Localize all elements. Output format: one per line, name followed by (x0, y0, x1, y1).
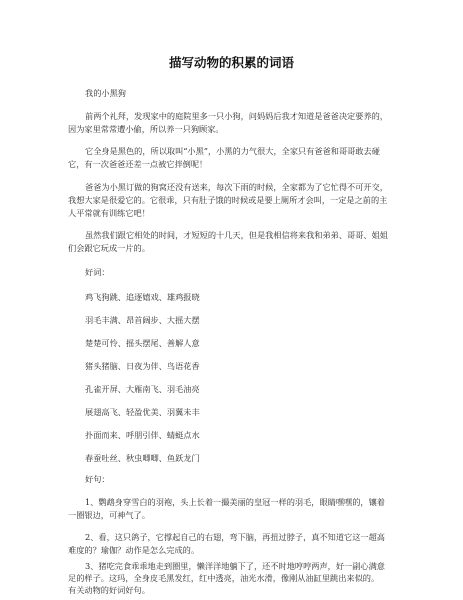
essay-subtitle: 我的小黑狗 (85, 88, 126, 98)
paragraph-2-line-2: 它，有一次爸爸还差一点被它拌倒呢！ (68, 159, 208, 169)
good-words-heading: 好词： (85, 267, 110, 277)
good-words-row: 展翅高飞、轻盈优美、羽翼未丰 (85, 407, 200, 417)
good-words-row: 猪头猪脑、日夜为伴、鸟语花香 (85, 361, 200, 371)
good-words-row: 楚楚可怜、摇头摆尾、善解人意 (85, 338, 200, 348)
sentence-2-line-2: 难度的？瑜伽？动作是怎么完成的。 (68, 545, 200, 555)
paragraph-1-line-2: 因为家里常常遭小偷，所以养一只狗顾家。 (68, 124, 224, 134)
good-words-row: 孔雀开屏、大雁南飞、羽毛油亮 (85, 384, 200, 394)
sentence-2-line-1: 2、看，这只鸽子，它撑起自己的右翅，弯下脑，再扭过脖子，真不知道它这一超高 (85, 532, 385, 542)
sentence-3-line-1: 3、猪吃完食乖乖地走到圈里，懒洋洋地躺下了，还不时地哼哼两声，好一副心满意 (85, 561, 385, 571)
paragraph-2-line-1: 它全身是黑色的，所以取叫“小黑”，小黑的力气很大，全家只有爸爸和哥哥敢去碰 (85, 146, 380, 156)
paragraph-3-line-3: 人平常就有训练它吧！ (68, 208, 150, 218)
good-words-row: 羽毛丰满、昂首阔步、大摇大摆 (85, 315, 200, 325)
good-sentences-heading: 好句： (85, 474, 110, 484)
paragraph-3-line-2: 我想大家是很爱它的。它很乖，只有肚子饿的时候或是要上厕所才会叫，一定是之前的主 (68, 195, 388, 205)
document-title: 描写动物的积累的词语 (168, 55, 294, 70)
good-words-row: 鸡飞狗跳、追逐嬉戏、雄鸡报晓 (85, 292, 200, 302)
good-words-row: 扑面而来、呼朋引伴、蜻蜓点水 (85, 430, 200, 440)
paragraph-4-line-2: 们会跟它玩成一片的。 (68, 243, 150, 253)
sentence-3-line-3: 有关动物的好词好句。 (68, 585, 150, 595)
paragraph-1-line-1: 前两个礼拜，发现家中的庭院里多一只小狗，问妈妈后我才知道是爸爸决定要养的， (85, 111, 388, 121)
sentence-1-line-2: 一圈银边，可神气了。 (68, 510, 150, 520)
paragraph-4-line-1: 虽然我们跟它相处的时间，才短短的十几天，但是我相信将来我和弟弟、哥哥、姐姐 (85, 230, 388, 240)
sentence-1-line-1: 1、鹦鹉身穿雪白的羽袍，头上长着一撮美丽的皇冠一样的羽毛，眼睛嘿嘿的，镶着 (85, 497, 385, 507)
paragraph-3-line-1: 爸爸为小黑订做的狗窝还没有送来，每次下雨的时候，全家都为了它忙得不可开交， (85, 182, 388, 192)
sentence-3-line-2: 足的样子。这玛，全身皮毛黑发红，红中透亮，油光水滑，像刚从油缸里跳出来似的。 (68, 573, 380, 583)
good-words-row: 春蚕吐丝、秋虫唧唧、鱼跃龙门 (85, 453, 200, 463)
